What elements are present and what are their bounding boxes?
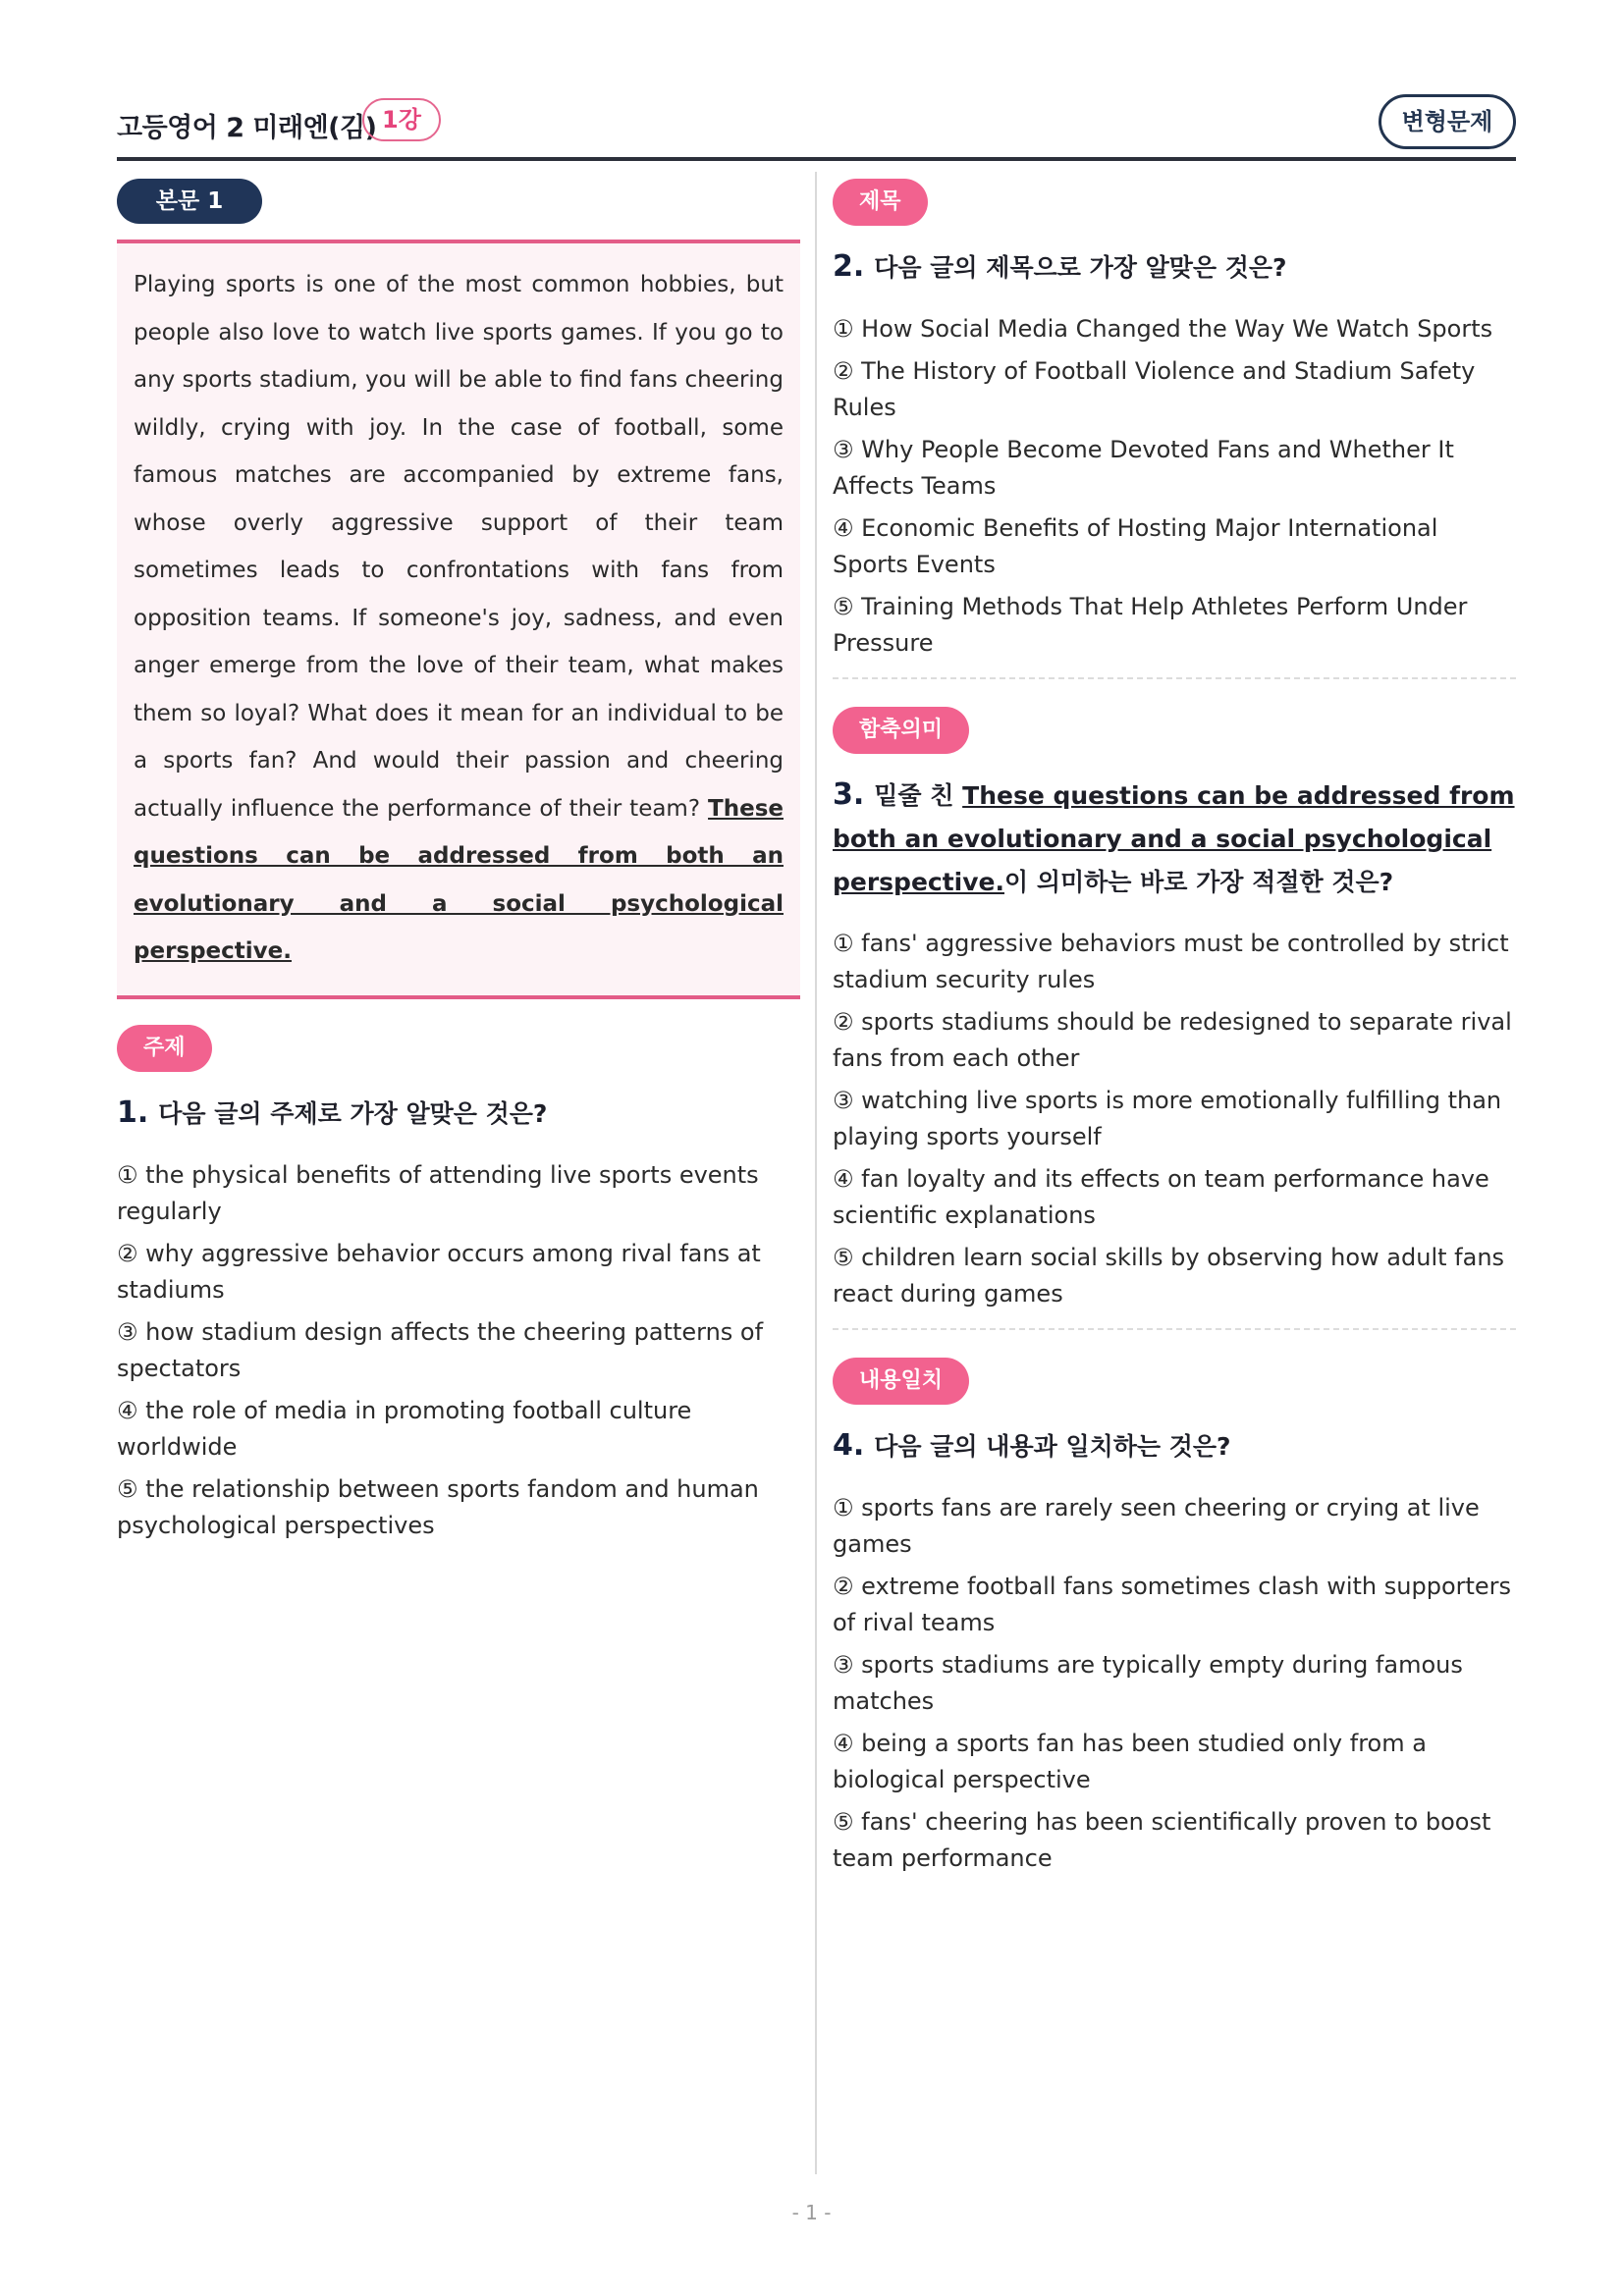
page-header (117, 94, 1516, 161)
question-4-title (833, 1424, 1516, 1468)
question-4 (833, 1358, 1516, 1877)
option-5[interactable]: ⑤ fans' cheering has been scientifically proven to boost team performance (833, 1808, 1491, 1872)
option-4[interactable]: ④ being a sports fan has been studied only from a biological perspective (833, 1730, 1427, 1793)
option-4[interactable]: ④ Economic Benefits of Hosting Major International Sports Events (833, 514, 1438, 578)
option-3[interactable]: ③ watching live sports is more emotionally fulfilling than playing sports yourself (833, 1087, 1502, 1150)
option-5[interactable]: ⑤ children learn social skills by observing how adult fans react during games (833, 1244, 1505, 1308)
passage-box (117, 240, 800, 999)
lesson-badge: 1강 (362, 98, 441, 141)
passage-tag: 본문 1 (117, 179, 262, 224)
category-tag-implication: 함축의미 (833, 707, 969, 754)
question-prompt: 다음 글의 주제로 가장 알맞은 것은? (158, 1098, 548, 1128)
dashed-separator (833, 677, 1516, 679)
right-column (833, 179, 1516, 1883)
question-number: 4. (833, 1428, 865, 1463)
option-5[interactable]: ⑤ the relationship between sports fandom and human psychological perspectives (117, 1474, 759, 1539)
option-1[interactable]: ① How Social Media Changed the Way We Watch Sports (833, 315, 1493, 343)
question-prompt-pre: 밑줄 친 (874, 781, 963, 810)
category-tag-content-match: 내용일치 (833, 1358, 969, 1405)
question-prompt-underlined: These questions can be addressed from both an evolutionary and a social psychological perspective. (833, 781, 1515, 896)
variant-badge: 변형문제 (1379, 94, 1516, 149)
question-4-options (833, 1490, 1516, 1877)
option-4[interactable]: ④ the role of media in promoting football culture worldwide (117, 1396, 692, 1461)
question-2-options (833, 311, 1516, 662)
dashed-separator (833, 1328, 1516, 1330)
option-1[interactable]: ① the physical benefits of attending live sports events regularly (117, 1160, 759, 1225)
document-title: 고등영어 2 미래엔(김) (117, 113, 377, 143)
option-1[interactable]: ① sports fans are rarely seen cheering or crying at live games (833, 1494, 1480, 1558)
question-number: 3. (833, 777, 865, 812)
option-2[interactable]: ② extreme football fans sometimes clash with supporters of rival teams (833, 1573, 1512, 1636)
passage-body: Playing sports is one of the most common hobbies, but people also love to watch live sports games. If you go to any sports stadium, you will be able to find fans cheering wildly, crying with joy. In the case of football, some famous matches are accompanied by extreme fans, whose overly aggressive support of their team sometimes leads to confrontations with fans from opposition teams. If someone's joy, sadness, and even anger emerge from the love of their team, what makes them so loyal? What does it mean for an individual to be a sports fan? And would their passion and cheering actually influence the performance of their team? (134, 272, 784, 822)
question-number: 2. (833, 249, 865, 284)
page-number: - 1 - (791, 2201, 832, 2224)
question-prompt: 다음 글의 내용과 일치하는 것은? (874, 1432, 1231, 1461)
passage-underlined-sentence: These questions can be addressed from both an evolutionary and a social psychological perspective. (134, 795, 784, 964)
question-3-options (833, 926, 1516, 1312)
question-2-title (833, 245, 1516, 290)
option-3[interactable]: ③ sports stadiums are typically empty during famous matches (833, 1651, 1463, 1715)
category-tag-title: 제목 (833, 179, 928, 226)
option-1[interactable]: ① fans' aggressive behaviors must be controlled by strict stadium security rules (833, 930, 1509, 993)
question-1-title (117, 1092, 800, 1136)
option-4[interactable]: ④ fan loyalty and its effects on team performance have scientific explanations (833, 1165, 1489, 1229)
option-5[interactable]: ⑤ Training Methods That Help Athletes Perform Under Pressure (833, 593, 1468, 657)
option-2[interactable]: ② sports stadiums should be redesigned to separate rival fans from each other (833, 1008, 1512, 1072)
question-prompt: 다음 글의 제목으로 가장 알맞은 것은? (874, 253, 1287, 282)
question-1 (117, 1025, 800, 1544)
passage-text (134, 261, 784, 976)
option-3[interactable]: ③ how stadium design affects the cheering patterns of spectators (117, 1317, 764, 1382)
question-3 (833, 707, 1516, 1312)
left-column (117, 179, 800, 1550)
question-number: 1. (117, 1095, 149, 1130)
question-3-title (833, 774, 1516, 904)
column-divider (815, 172, 817, 2174)
question-prompt-post: 이 의미하는 바로 가장 적절한 것은? (1004, 868, 1394, 896)
option-2[interactable]: ② why aggressive behavior occurs among rival fans at stadiums (117, 1239, 761, 1304)
question-1-options (117, 1157, 800, 1544)
question-2 (833, 179, 1516, 662)
option-3[interactable]: ③ Why People Become Devoted Fans and Whether It Affects Teams (833, 436, 1454, 500)
option-2[interactable]: ② The History of Football Violence and Stadium Safety Rules (833, 357, 1476, 421)
category-tag-topic: 주제 (117, 1025, 212, 1072)
